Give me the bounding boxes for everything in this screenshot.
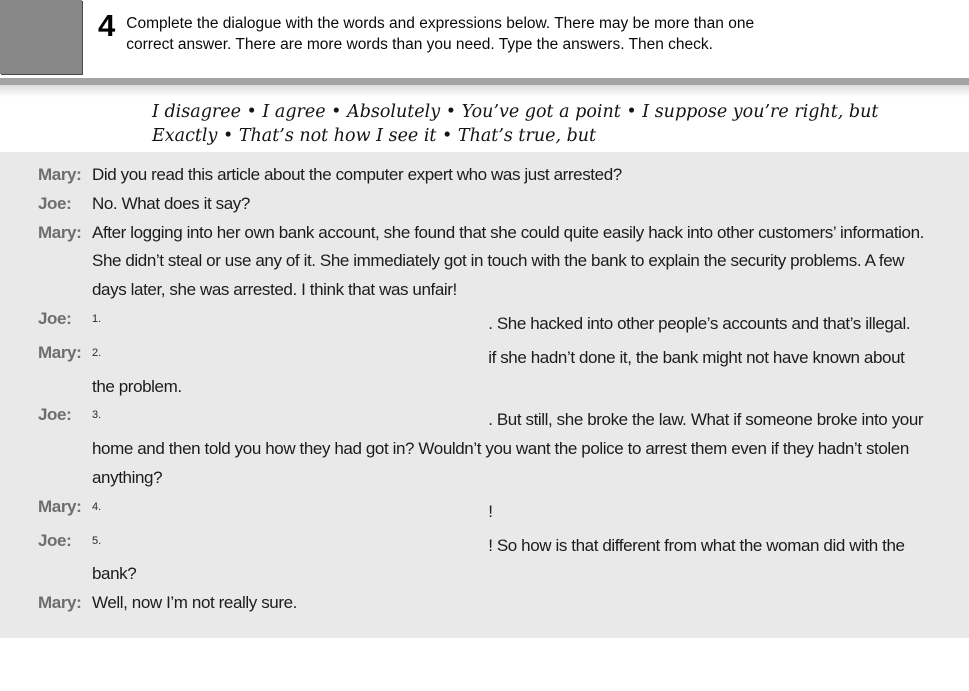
speaker-label: Mary: (38, 342, 82, 362)
dialogue-row-blank-4 (38, 493, 929, 527)
divider-bar (0, 78, 969, 85)
dialogue-row-blank-2 (38, 339, 929, 402)
word-bank-line-1: I disagree • I agree • Absolutely • You’ve got a point • I suppose you’re right, but (152, 102, 879, 122)
speech-after-text: . She hacked into other people’s accounts and that’s illegal. (488, 313, 911, 333)
speech-text (92, 305, 929, 339)
speech-text (92, 339, 929, 402)
speech-after-text: . But still, she broke the law. What if someone broke into your home and then told you how they had got in? Wouldn’t you want the police to arrest them even if they hadn’t stolen anything? (92, 410, 924, 487)
blank-number-5: 5. (92, 534, 102, 547)
word-bank-line-2: Exactly • That’s not how I see it • That’s true, but (152, 126, 597, 146)
instructions-line-1: Complete the dialogue with the words and expressions below. There may be more than one (126, 15, 755, 32)
gray-corner-block (0, 0, 82, 74)
dialogue-row (38, 161, 929, 190)
answer-input-2[interactable] (103, 350, 487, 370)
blank-number-1: 1. (92, 312, 102, 325)
exercise-number: 4 (98, 8, 115, 43)
dialogue-row-blank-5 (38, 527, 929, 590)
blank-number-2: 2. (92, 346, 102, 359)
answer-input-5[interactable] (103, 538, 487, 558)
speaker-label: Joe: (38, 308, 72, 328)
dialogue-row-blank-1 (38, 305, 929, 339)
speech-after-text: ! So how is that different from what the woman did with the bank? (92, 535, 905, 584)
exercise-header (0, 0, 969, 78)
dialogue-row (38, 589, 929, 618)
speech-text: No. What does it say? (92, 193, 250, 213)
speaker-label: Joe: (38, 193, 72, 213)
speech-text (92, 401, 929, 492)
dialogue-row (38, 190, 929, 219)
blank-number-4: 4. (92, 500, 102, 513)
speaker-label: Mary: (38, 593, 82, 613)
answer-input-4[interactable] (103, 504, 487, 524)
speech-after-text: if she hadn’t done it, the bank might not have known about the problem. (92, 347, 905, 396)
speaker-label: Mary: (38, 496, 82, 516)
speech-text: Well, now I’m not really sure. (92, 593, 297, 613)
speech-text (92, 493, 929, 527)
speech-text: After logging into her own bank account, she found that she could quite easily hack into other customers’ information. She didn’t steal or use any of it. She immediately got in touch with the bank to explain the security problems. A few days later, she was arrested. I think that was unfair! (92, 222, 924, 300)
answer-input-3[interactable] (103, 413, 487, 433)
divider-shadow (0, 85, 969, 97)
speaker-label: Mary: (38, 222, 82, 242)
speaker-label: Joe: (38, 405, 72, 425)
instructions-line-2: correct answer. There are more words than you need. Type the answers. Then check. (126, 36, 713, 53)
speaker-label: Mary: (38, 165, 82, 184)
answer-input-1[interactable] (103, 316, 487, 336)
dialogue-row (38, 219, 929, 305)
speaker-label: Joe: (38, 530, 72, 550)
blank-number-3: 3. (92, 409, 102, 422)
dialogue-row-blank-3 (38, 401, 929, 492)
speech-text (92, 527, 929, 590)
dialogue-panel (0, 152, 969, 638)
speech-text: Did you read this article about the computer expert who was just arrested? (92, 165, 622, 184)
word-bank (0, 97, 969, 152)
exercise-instructions (126, 13, 754, 55)
speech-after-text: ! (488, 501, 493, 521)
